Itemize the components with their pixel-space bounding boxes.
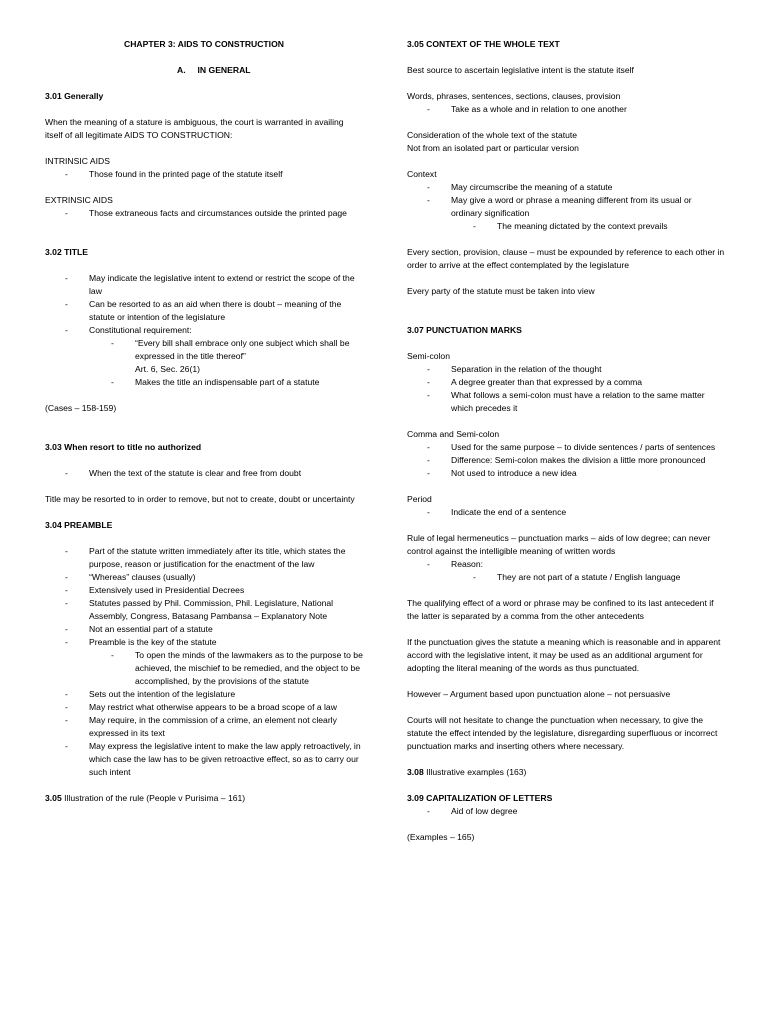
section-3-07-heading: 3.07 PUNCTUATION MARKS	[407, 325, 522, 335]
paragraph: If the punctuation gives the statute a meaning which is reasonable and in apparent accord with the legislative intent, it may be used as an additional argument for adopting the literal meaning of the words as thus punctuated.	[407, 637, 723, 673]
list-subitem: - They are not part of a statute / English language	[473, 572, 681, 582]
section-3-09-heading: 3.09 CAPITALIZATION OF LETTERS	[407, 793, 553, 803]
list-subitem: - Makes the title an indispensable part of a statute	[111, 377, 320, 387]
paragraph: The qualifying effect of a word or phrase may be confined to its last antecedent if the latter is separated by a comma from the other antecedents	[407, 598, 716, 621]
extrinsic-aids-label: EXTRINSIC AIDS	[45, 195, 113, 205]
paragraph: Consideration of the whole text of the statute	[407, 130, 578, 140]
paragraph: Courts will not hesitate to change the punctuation when necessary, to give the statute the effect intended by the legislature, disregarding superfluous or incorrect punctuation marks and inserting others where necessary.	[407, 715, 720, 751]
list-item: - Indicate the end of a sentence	[427, 507, 567, 517]
cases-reference: (Cases – 158-159)	[45, 403, 117, 413]
section-3-03-heading: 3.03 When resort to title no authorized	[45, 442, 202, 452]
section-a-heading: A. IN GENERAL	[177, 65, 251, 75]
section-3-03-note: Title may be resorted to in order to remove, but not to create, doubt or uncertainty	[45, 494, 355, 504]
list-item: - When the text of the statute is clear and free from doubt	[65, 468, 302, 478]
article-reference: Art. 6, Sec. 26(1)	[135, 364, 200, 374]
paragraph: Rule of legal hermeneutics – punctuation marks – aids of low degree; can never control against the intelligible meaning of written words	[407, 533, 713, 556]
list-item: - Used for the same purpose – to divide sentences / parts of sentences	[427, 442, 716, 452]
list-item: - May restrict what otherwise appears to be a broad scope of a law	[65, 702, 337, 712]
comma-label: Comma and Semi-colon	[407, 429, 500, 439]
paragraph: Every party of the statute must be taken into view	[407, 286, 595, 296]
chapter-title: CHAPTER 3: AIDS TO CONSTRUCTION	[124, 39, 284, 49]
examples-reference: (Examples – 165)	[407, 832, 475, 842]
list-item: - May require, in the commission of a crime, an element not clearly expressed in its text	[65, 715, 340, 738]
section-3-01-intro: When the meaning of a stature is ambiguous, the court is warranted in availing itself of all legitimate AIDS TO CONSTRUCTION:	[45, 117, 346, 140]
right-column	[407, 38, 725, 844]
list-item: - Those extraneous facts and circumstances outside the printed page	[65, 208, 347, 218]
list-item: - Those found in the printed page of the statute itself	[65, 169, 283, 179]
list-subitem: - The meaning dictated by the context prevails	[473, 221, 668, 231]
section-3-05-heading: 3.05 CONTEXT OF THE WHOLE TEXT	[407, 39, 560, 49]
list-item: - Part of the statute written immediately after its title, which states the purpose, reason or justification for the enactment of the law	[65, 546, 348, 569]
intrinsic-aids-label: INTRINSIC AIDS	[45, 156, 110, 166]
semicolon-label: Semi-colon	[407, 351, 450, 361]
paragraph: However – Argument based upon punctuation alone – not persuasive	[407, 689, 671, 699]
list-item: - A degree greater than that expressed by a comma	[427, 377, 643, 387]
period-label: Period	[407, 494, 432, 504]
paragraph: Every section, provision, clause – must be expounded by reference to each other in order to arrive at the effect contemplated by the legislature	[407, 247, 727, 270]
list-subitem: - “Every bill shall embrace only one subject which shall be expressed in the title thereof”	[111, 338, 352, 361]
list-item: - Difference: Semi-colon makes the division a little more pronounced	[427, 455, 706, 465]
section-number: 3.08	[407, 767, 424, 777]
context-label: Context	[407, 169, 437, 179]
section-text: Illustrative examples (163)	[423, 767, 527, 777]
list-item: - Reason:	[427, 559, 484, 569]
list-item: - Extensively used in Presidential Decrees	[65, 585, 245, 595]
list-item: - Can be resorted to as an aid when there is doubt – meaning of the statute or intention of the legislature	[65, 299, 344, 322]
list-item: - Constitutional requirement:	[65, 325, 192, 335]
list-item: - Preamble is the key of the statute	[65, 637, 217, 647]
section-3-04-heading: 3.04 PREAMBLE	[45, 520, 113, 530]
section-text: Illustration of the rule (People v Purisima – 161)	[61, 793, 246, 803]
section-number: 3.05	[45, 793, 62, 803]
list-item: - Separation in the relation of the thought	[427, 364, 602, 374]
list-item: - May give a word or phrase a meaning different from its usual or ordinary signification	[427, 195, 694, 218]
list-item: - “Whereas” clauses (usually)	[65, 572, 196, 582]
list-item: - Not an essential part of a statute	[65, 624, 213, 634]
list-item: - Sets out the intention of the legislature	[65, 689, 236, 699]
list-item: - Aid of low degree	[427, 806, 518, 816]
list-subitem: - To open the minds of the lawmakers as to the purpose to be achieved, the mischief to be remedied, and the object to be accomplished, by the provisions of the statute	[111, 650, 366, 686]
paragraph: Not from an isolated part or particular version	[407, 143, 579, 153]
section-3-02-heading: 3.02 TITLE	[45, 247, 88, 257]
list-item: - May circumscribe the meaning of a statute	[427, 182, 613, 192]
list-item: - May indicate the legislative intent to extend or restrict the scope of the law	[65, 273, 357, 296]
list-item: - Take as a whole and in relation to one another	[427, 104, 627, 114]
list-item: - Not used to introduce a new idea	[427, 468, 577, 478]
list-item: - May express the legislative intent to make the law apply retroactively, in which case the law has to be given retroactive effect, so as to carry our such intent	[65, 741, 364, 777]
paragraph: Words, phrases, sentences, sections, clauses, provision	[407, 91, 621, 101]
list-item: - Statutes passed by Phil. Commission, Phil. Legislature, National Assembly, Congress, Batasang Pambansa – Explanatory Note	[65, 598, 336, 621]
left-column	[45, 38, 366, 805]
paragraph: Best source to ascertain legislative intent is the statute itself	[407, 65, 634, 75]
section-3-08-line	[407, 766, 725, 779]
section-3-01-heading: 3.01 Generally	[45, 91, 104, 101]
list-item: - What follows a semi-colon must have a relation to the same matter which precedes it	[427, 390, 708, 413]
section-3-05-illustration	[45, 792, 363, 805]
